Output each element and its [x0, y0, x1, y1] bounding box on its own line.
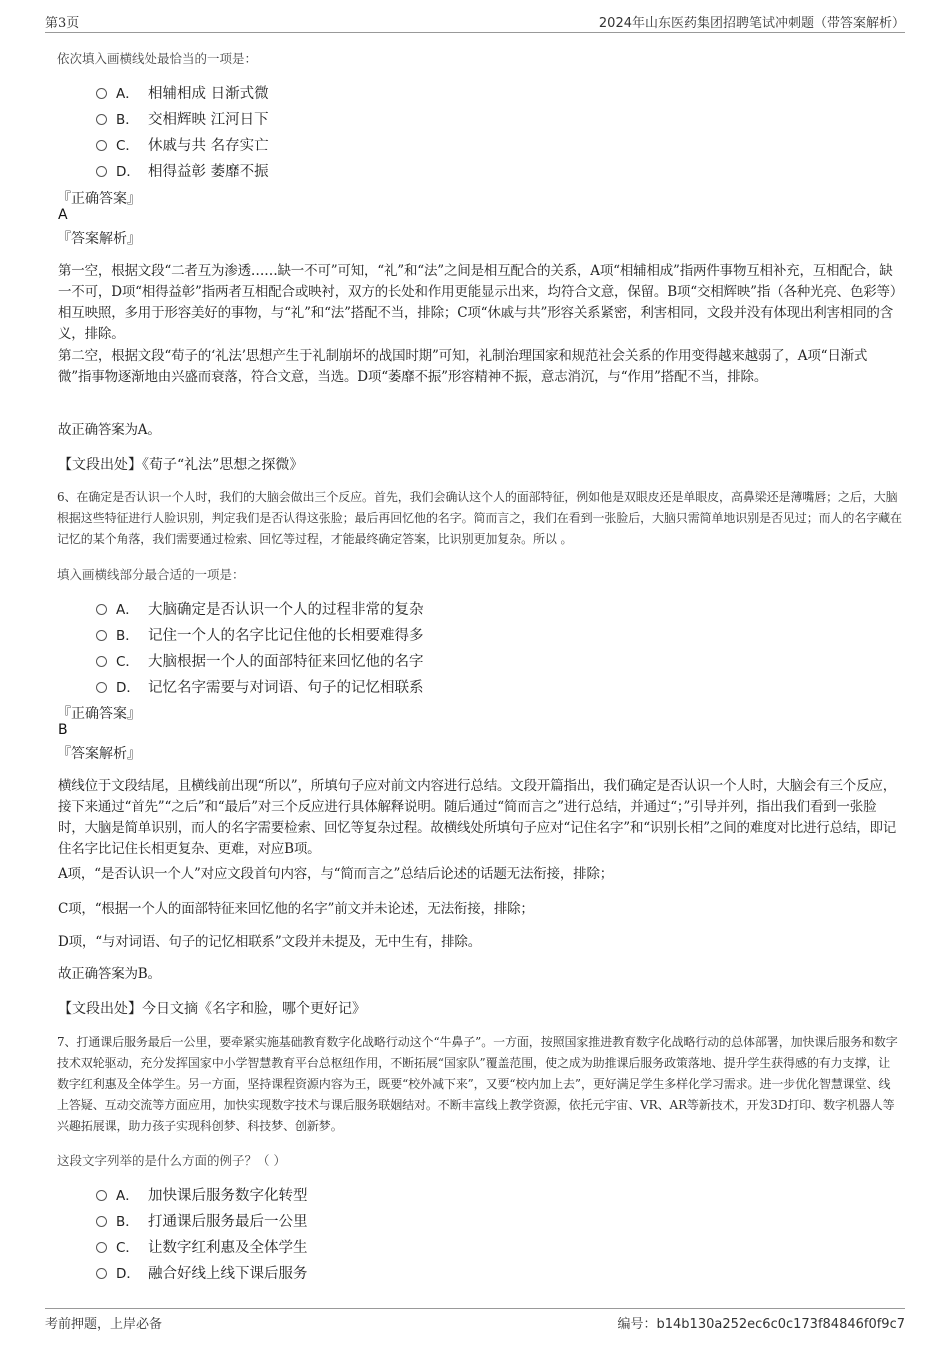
- q7-prompt: 这段文字列举的是什么方面的例子？（ ）: [57, 1153, 286, 1168]
- radio-icon[interactable]: [96, 630, 107, 641]
- q6-analysis-option-c: C项，“根据一个人的面部特征来回忆他的名字”前文并未论述，无法衔接，排除；: [58, 901, 534, 917]
- q7-option-a[interactable]: A． 加快课后服务数字化转型: [96, 1184, 308, 1205]
- radio-icon[interactable]: [96, 1190, 107, 1201]
- q6-analysis-option-a: A项，“是否认识一个人”对应文段首句内容，与“简而言之”总结后论述的话题无法衔接，排除；: [58, 866, 614, 882]
- q5-source: 【文段出处】《荀子“礼法”思想之探微》: [58, 457, 304, 473]
- radio-icon[interactable]: [96, 114, 107, 125]
- radio-icon[interactable]: [96, 604, 107, 615]
- q5-option-c[interactable]: C． 休戚与共 名存实亡: [96, 134, 269, 155]
- radio-icon[interactable]: [96, 166, 107, 177]
- q7-text: 7、打通课后服务最后一公里，要牵紧实施基础教育数字化战略行动这个“牛鼻子”。一方面，按照国家推进教育数字化战略行动的总体部署，加快课后服务和数字技术双轮驱动，充分发挥国家中小学智慧教育平台总枢纽作用，不断拓展“国家队”覆盖范围，使之成为助推课后服务政策落地、提升学生获得感的有力支撑，让数字红利惠及全体学生。另一方面，坚持课程资源内容为王，既要“校外减下来”，又要“校内加上去”，更好满足学生多样化学习需求。进一步优化智慧课堂、线上答疑、互动交流等方面应用，加快实现数字技术与课后服务联姻结对。不断丰富线上教学资源，依托元宇宙、VR、AR等新技术，开发3D打印、数字机器人等兴趣拓展课，助力孩子实现科创梦、科技梦、创新梦。: [57, 1035, 898, 1133]
- radio-icon[interactable]: [96, 140, 107, 151]
- q6-analysis-paragraph: 横线位于文段结尾，且横线前出现“所以”，所填句子应对前文内容进行总结。文段开篇指出，我们确定是否认识一个人时，大脑会有三个反应，接下来通过“首先”“之后”和“最后”对三个反应进行具体解释说明。随后通过“简而言之”进行总结，并通过“；”引导并列，指出我们看到一张脸时，大脑是简单识别，而人的名字需要检索、回忆等复杂过程。故横线处所填句子应对“记住名字”和“识别长相”之间的难度对比进行总结，即记住名字比记住长相更复杂、更难，对应B项。: [58, 778, 897, 857]
- q6-option-b[interactable]: B． 记住一个人的名字比记住他的长相要难得多: [96, 624, 424, 645]
- q6-analysis-label: 『答案解析』: [57, 746, 141, 762]
- page-number: 第3页: [45, 16, 80, 31]
- q5-option-b[interactable]: B． 交相辉映 江河日下: [96, 108, 269, 129]
- q7-option-c[interactable]: C． 让数字红利惠及全体学生: [96, 1236, 308, 1257]
- q5-analysis-paragraph: 第一空，根据文段“二者互为渗透……缺一不可”可知，“礼”和“法”之间是相互配合的关系，A项“相辅相成”指两件事物互相补充，互相配合，缺一不可，D项“相得益彰”指两者互相配合或映衬，双方的长处和作用更能显示出来，均符合文意，保留。B项“交相辉映”指（各种光亮、色彩等）相互映照，多用于形容美好的事物，与“礼”和“法”搭配不当，排除；C项“休戚与共”形容关系紧密，利害相同，文段并没有体现出利害相同的含义，排除。: [58, 263, 897, 342]
- q6-correct-label: 『正确答案』: [57, 706, 141, 722]
- radio-icon[interactable]: [96, 656, 107, 667]
- q5-option-d[interactable]: D． 相得益彰 萎靡不振: [96, 160, 269, 181]
- q7-option-d[interactable]: D． 融合好线上线下课后服务: [96, 1262, 308, 1283]
- document-id: [618, 1313, 906, 1332]
- radio-icon[interactable]: [96, 1242, 107, 1253]
- q5-conclusion: 故正确答案为A。: [58, 422, 161, 438]
- footer-slogan: 考前押题，上岸必备: [45, 1317, 163, 1332]
- radio-icon[interactable]: [96, 682, 107, 693]
- document-id-value: b14b130a252ec6c0c173f84846f0f9c7: [656, 1317, 905, 1332]
- q6-prompt: 填入画横线部分最合适的一项是：: [57, 567, 245, 582]
- radio-icon[interactable]: [96, 1268, 107, 1279]
- q5-prompt: 依次填入画横线处最恰当的一项是：: [57, 51, 258, 66]
- document-id-label: 编号：: [617, 1317, 657, 1332]
- radio-icon[interactable]: [96, 88, 107, 99]
- q6-option-d[interactable]: D． 记忆名字需要与对词语、句子的记忆相联系: [96, 676, 424, 697]
- footer-divider: [45, 1308, 905, 1309]
- q5-correct-answer: A: [58, 207, 68, 223]
- q5-correct-label: 『正确答案』: [57, 191, 141, 207]
- q6-correct-answer: B: [58, 722, 68, 738]
- q6-option-a[interactable]: A． 大脑确定是否认识一个人的过程非常的复杂: [96, 598, 424, 619]
- q5-analysis-paragraph: 第二空，根据文段“荀子的‘礼法’思想产生于礼制崩坏的战国时期”可知，礼制治理国家和规范社会关系的作用变得越来越弱了，A项“日渐式微”指事物逐渐地由兴盛而衰落，符合文意，当选。D项“萎靡不振”形容精神不振，意志消沉，与“作用”搭配不当，排除。: [58, 348, 868, 385]
- document-title: 2024年山东医药集团招聘笔试冲刺题（带答案解析）: [598, 16, 905, 31]
- radio-icon[interactable]: [96, 1216, 107, 1227]
- q6-analysis-option-d: D项，“与对词语、句子的记忆相联系”文段并未提及，无中生有，排除。: [58, 934, 482, 950]
- q7-option-b[interactable]: B． 打通课后服务最后一公里: [96, 1210, 308, 1231]
- q6-source: 【文段出处】今日文摘《名字和脸，哪个更好记》: [58, 1001, 366, 1017]
- q5-analysis-label: 『答案解析』: [57, 231, 141, 247]
- q6-option-c[interactable]: C． 大脑根据一个人的面部特征来回忆他的名字: [96, 650, 424, 671]
- q6-conclusion: 故正确答案为B。: [58, 966, 161, 982]
- q6-text: 6、在确定是否认识一个人时，我们的大脑会做出三个反应。首先，我们会确认这个人的面部特征，例如他是双眼皮还是单眼皮，高鼻梁还是薄嘴唇；之后，大脑根据这些特征进行人脸识别，判定我们是否认得这张脸；最后再回忆他的名字。简而言之，我们在看到一张脸后，大脑只需简单地识别是否见过；而人的名字藏在记忆的某个角落，我们需要通过检索、回忆等过程，才能最终确定答案，比识别更加复杂。所以 。: [57, 490, 902, 546]
- header-divider: [45, 32, 905, 33]
- q5-option-a[interactable]: A． 相辅相成 日渐式微: [96, 82, 269, 103]
- page-header: [45, 12, 905, 32]
